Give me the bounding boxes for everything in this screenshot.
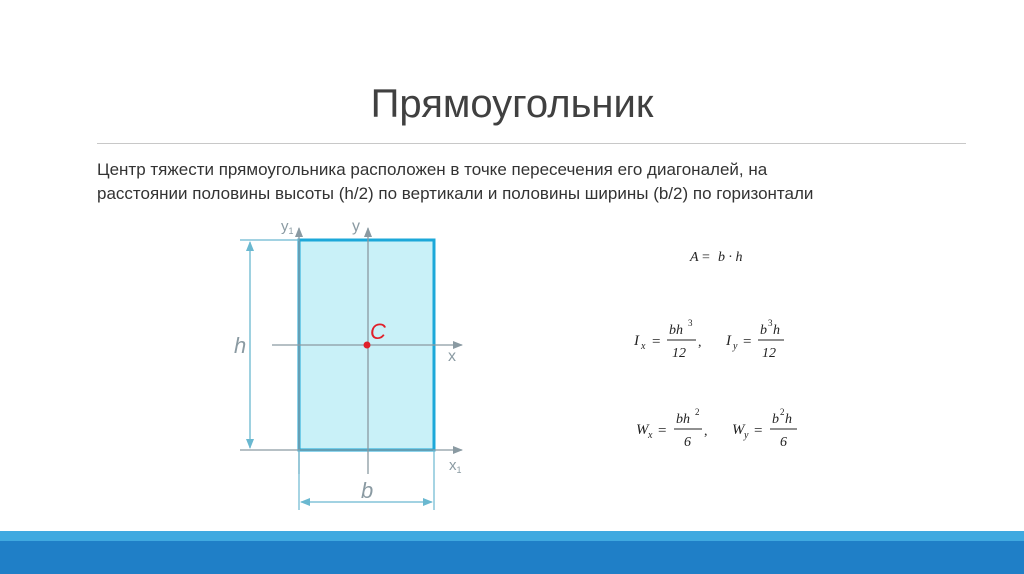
svg-text:x: x xyxy=(641,341,646,352)
svg-text:I: I xyxy=(634,333,639,349)
svg-text:W: W xyxy=(636,422,649,438)
label-y: y xyxy=(352,218,360,235)
svg-text:h: h xyxy=(785,412,792,427)
svg-text:,: , xyxy=(698,335,702,350)
svg-text:12: 12 xyxy=(672,346,686,361)
svg-text:=: = xyxy=(743,334,752,350)
svg-text:y: y xyxy=(733,341,738,352)
svg-text:bh: bh xyxy=(669,323,683,338)
svg-text:=: = xyxy=(702,250,710,265)
svg-text:12: 12 xyxy=(762,346,776,361)
svg-text:x: x xyxy=(648,430,653,441)
svg-text:,: , xyxy=(704,424,708,439)
label-x1: $x_1$ xyxy=(449,457,462,475)
svg-text:b · h: b · h xyxy=(718,250,743,265)
footer-band xyxy=(0,541,1024,574)
description-line-2: расстоянии половины высоты (h/2) по вертикали и половины ширины (b/2) по горизонтали xyxy=(97,184,814,203)
label-b: b xyxy=(361,478,374,503)
label-x: x xyxy=(448,348,456,365)
svg-text:A: A xyxy=(690,250,699,265)
svg-text:b: b xyxy=(760,323,767,338)
wy-formula xyxy=(732,407,797,450)
svg-text:2: 2 xyxy=(780,407,785,417)
svg-text:2: 2 xyxy=(695,407,700,417)
wx-formula xyxy=(636,407,708,450)
label-centroid: C xyxy=(370,319,386,344)
svg-text:3: 3 xyxy=(768,318,773,328)
description-line-1: Центр тяжести прямоугольника расположен в точке пересечения его диагоналей, на xyxy=(97,160,768,179)
svg-text:y: y xyxy=(744,430,749,441)
svg-text:=: = xyxy=(652,334,661,350)
svg-text:W: W xyxy=(732,422,745,438)
svg-text:=: = xyxy=(754,423,763,439)
svg-text:bh: bh xyxy=(676,412,690,427)
label-h: h xyxy=(234,333,247,358)
svg-text:I: I xyxy=(726,333,731,349)
svg-text:6: 6 xyxy=(684,435,691,450)
slide-title: Прямоугольник xyxy=(370,82,654,126)
svg-text:b: b xyxy=(772,412,779,427)
svg-text:6: 6 xyxy=(780,435,787,450)
svg-text:h: h xyxy=(773,323,780,338)
ix-formula xyxy=(633,318,702,361)
area-formula xyxy=(689,250,743,265)
label-y1: $y_1$ xyxy=(281,218,294,236)
footer-band-accent xyxy=(0,531,1024,541)
svg-text:=: = xyxy=(658,423,667,439)
iy-formula xyxy=(725,318,784,361)
svg-text:3: 3 xyxy=(688,318,693,328)
